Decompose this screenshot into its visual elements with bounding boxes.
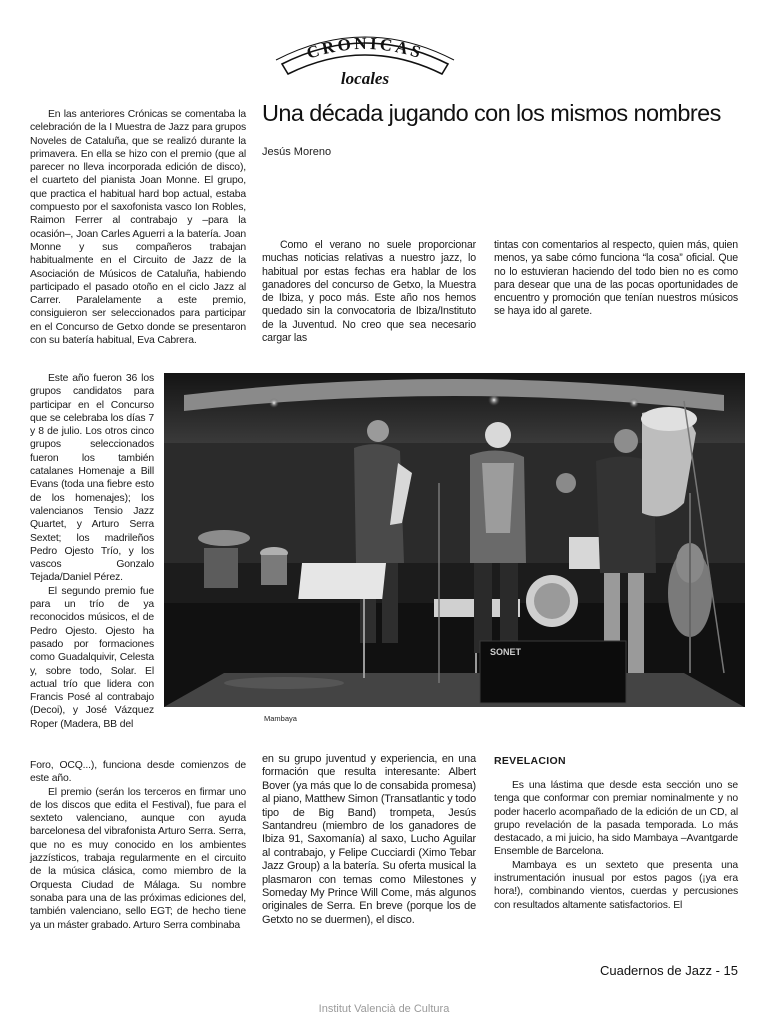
- middle-column-lower: [262, 753, 476, 927]
- intro-column-2: [494, 239, 738, 319]
- left-paragraph-4: El premio (serán los terceros en firmar uno de los discos que edita el Festival), fue para el sexteto valenciano, aunque con ayuda barcelonesa del vibrafonista Arturo Serra. Serra, que no es muy conocido en los ambientes jazzísticos, trabaja regularmente en el circuito de la música clásica, como miembro de la Orquesta Ciudad de Málaga. Su nombre sonaba para una de las próximas ediciones del, también valenciano, sello EGT; de hecho tiene ya un máster grabado. Arturo Serra combinaba: [30, 786, 246, 931]
- left-column-lower: [30, 759, 246, 932]
- amplifier-label: SONET: [490, 647, 522, 657]
- intro-paragraph-1: Como el verano no suele proporcionar muchas noticias relativas a nuestro jazz, lo habitual por estas fechas era hablar de los ganadores del concurso de Getxo, la Muestra de Ibiza, y poco más. Este año nos hemos quedado sin la convocatoria de Ibiza/Instituto de la Juventud. No creo que sea necesario cargar las: [262, 239, 476, 345]
- left-paragraph-1: En las anteriores Crónicas se comentaba la celebración de la I Muestra de Jazz para grupos Noveles de Cataluña, que se realizó durante la primavera. En ella se hizo con el premio (que al parecer no lleva incorporada edición de disco), el cuarteto del pianista Joan Monne. El grupo, que practica el habitual hard bop actual, estaba compuesto por el saxofonista vasco Ion Robles, Raimon Ferrer al contrabajo y –para la ocasión–, Joan Carles Aguerri a la batería. Joan Monne y sus compañeros trabajan habitualmente en el Circuito de Jazz de la Asociación de Músicos de Cataluña, habiendo participado el pasado otoño en el ciclo Jazz al Carrer. Paralelamente a este premio, consiguieron ser seleccionados para participar en el Concurso de Getxo donde se presentaron con su batería habitual, Eva Cabrera.: [30, 109, 246, 347]
- right-paragraph-2: Mambaya es un sexteto que presenta una instrumentación inusual por estos pagos (¡ya era hora!), combinando vientos, cuerdas y percusiones con resultados altamente satisfactorios. El: [494, 859, 738, 911]
- article-title: Una década jugando con los mismos nombres: [262, 100, 721, 126]
- intro-column-1: [262, 239, 476, 345]
- left-column-upper: [30, 108, 246, 347]
- left-paragraph-3-continued: Foro, OCQ...), funciona desde comienzos de este año.: [30, 760, 246, 785]
- photo-caption: Mambaya: [264, 714, 297, 723]
- article-author: Jesús Moreno: [262, 146, 332, 158]
- right-column-lower: [494, 779, 738, 912]
- logo-word-bottom: locales: [340, 69, 390, 88]
- page-footer: Cuadernos de Jazz - 15: [599, 963, 738, 978]
- band-photo: [164, 373, 745, 707]
- left-paragraph-2: Este año fueron 36 los grupos candidatos para participar en el Concurso que se celebraba los días 7 y 8 de julio. Los otros cinco grupos seleccionados fueron los también catalanes Homenaje a Bill Evans (toda una fiebre esto de los homenajes); los valencianos Tensio Jazz Quartet, y Arturo Serra Sextet; los madrileños Pedro Ojesto Trío, y los vascos Gonzalo Tejada/Daniel Pérez.: [30, 373, 154, 584]
- band-photo-illustration: [164, 373, 745, 707]
- left-paragraph-3: El segundo premio fue para un trío de ya reconocidos músicos, el de Pedro Ojesto. Ojesto ha pasado por formaciones como Guadalquivir, Celesta y, sobre todo, Solar. El actual trío que lidera con Francis Posé al contrabajo (Decoi), y José Vázquez Roper (Madera, BB del: [30, 585, 154, 730]
- svg-text:CRONICAS: [304, 34, 425, 63]
- section-heading-revelacion: REVELACION: [494, 755, 566, 767]
- left-column-middle: [30, 372, 154, 731]
- middle-paragraph-1: en su grupo juventud y experiencia, en una formación que resulta interesante: Albert Bover (ya más que lo de consabida promesa) al piano, Matthew Simon (Transatlantic y todo tipo de Big Band) trompeta, Jesús Santandreu (miembro de los ganadores de Ibiza 91, Saxomanía) al saxo, Lucho Aguilar al contrabajo, y Felipe Cucciardi (Ximo Tebar Jazz Group) a la batería. Su oferta musical la plasmaron con temas como Milestones y Someday My Prince Will Come, más algunos originales de Serra. En breve (porque los de Getxto no se duermen), el disco.: [262, 753, 476, 926]
- logo-word-top: CRONICAS: [304, 33, 426, 63]
- right-paragraph-1: Es una lástima que desde esta sección uno se tenga que conformar con premiar nominalmente y no poder hacerlo acompañado de la edición de un CD, al grupo revelación de la pasada temporada. Lo más destacado, a mi juicio, ha sido Mambaya –Avantgarde Ensemble de Barcelona.: [494, 780, 738, 858]
- cronicas-locales-logo: [272, 30, 458, 94]
- intro-paragraph-2: tintas con comentarios al respecto, quien más, quien menos, ya sabe cómo funciona “la cosa” oficial. Que no lo estuvieran haciendo del todo bien no es como para desear que una de las pocas oportunidades de encuentro y promoción que tenían nuestros músicos se haya ido al garete.: [494, 239, 738, 318]
- watermark-text: Institut Valencià de Cultura: [318, 1003, 450, 1015]
